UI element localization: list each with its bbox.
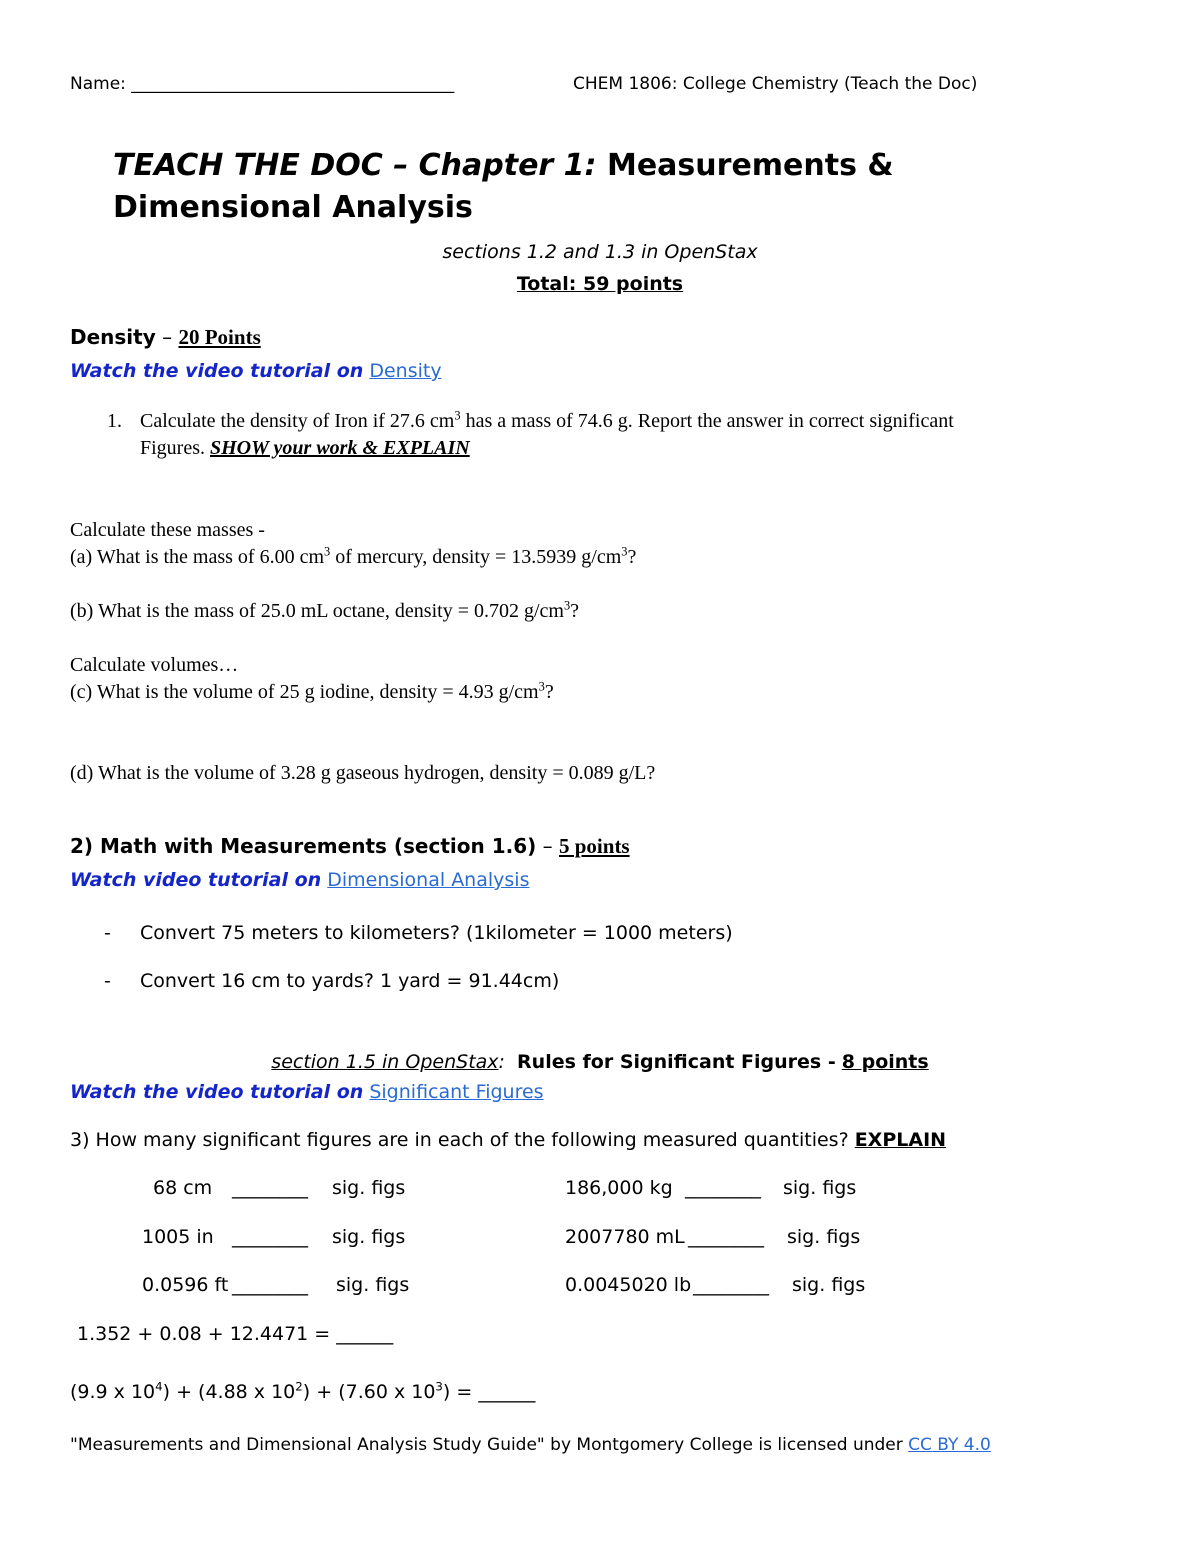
sci-p1: (9.9 x 10 bbox=[70, 1381, 156, 1403]
sigfigs-heading bbox=[0, 1051, 1200, 1073]
qa-s1: 3 bbox=[324, 544, 331, 559]
q3-text: 3) How many significant figures are in each of the following measured quantities? bbox=[70, 1129, 849, 1151]
quantity-right: 0.0045020 lb bbox=[565, 1274, 692, 1296]
convert-item-2: Convert 16 cm to yards? 1 yard = 91.44cm) bbox=[140, 970, 560, 992]
quantity-right: 186,000 kg bbox=[565, 1177, 673, 1199]
sigfigs-watch bbox=[70, 1081, 544, 1103]
subtitle: sections 1.2 and 1.3 in OpenStax bbox=[442, 241, 758, 263]
sigfigs-label: sig. figs bbox=[332, 1226, 406, 1248]
question-d: (d) What is the volume of 3.28 g gaseous hydrogen, density = 0.089 g/L? bbox=[70, 762, 656, 784]
sigfigs-label: sig. figs bbox=[783, 1177, 857, 1199]
q1-sup: 3 bbox=[454, 408, 461, 423]
name-field bbox=[70, 74, 454, 94]
convert-item-1: Convert 75 meters to kilometers? (1kilometer = 1000 meters) bbox=[140, 922, 733, 944]
math-points: 5 points bbox=[559, 834, 630, 858]
question-a bbox=[70, 546, 636, 569]
math-heading bbox=[70, 834, 630, 859]
sci-p3: ) + (7.60 x 10 bbox=[302, 1381, 436, 1403]
sigfigs-label: sig. figs bbox=[332, 1177, 406, 1199]
sigfigs-colon: : bbox=[498, 1051, 505, 1073]
answer-blank: ________ bbox=[232, 1177, 308, 1199]
bullet-2: - bbox=[104, 970, 111, 992]
qa-t1: (a) What is the mass of 6.00 cm bbox=[70, 546, 325, 568]
qb-t2: ? bbox=[570, 600, 580, 622]
question-b bbox=[70, 600, 579, 623]
q1-figures: Figures. bbox=[140, 437, 205, 459]
masses-intro: Calculate these masses - bbox=[70, 519, 265, 541]
qc-t2: ? bbox=[544, 681, 554, 703]
answer-blank: ________ bbox=[232, 1226, 308, 1248]
quantity-left: 68 cm bbox=[153, 1177, 213, 1199]
q1-line2 bbox=[140, 437, 470, 460]
sigfigs-watch-text: Watch the video tutorial on bbox=[70, 1081, 364, 1103]
sigfigs-label: sig. figs bbox=[336, 1274, 410, 1296]
sum-expression: 1.352 + 0.08 + 12.4471 = ______ bbox=[77, 1323, 394, 1345]
q1-text-b: has a mass of 74.6 g. Report the answer in correct significant bbox=[460, 410, 954, 432]
sigfigs-points: 8 points bbox=[841, 1051, 929, 1073]
license-link[interactable]: CC BY 4.0 bbox=[908, 1435, 991, 1455]
q1-number: 1. bbox=[107, 410, 122, 432]
quantity-right: 2007780 mL bbox=[565, 1226, 685, 1248]
sci-s3: 3 bbox=[435, 1379, 443, 1394]
sci-notation-expression bbox=[70, 1381, 535, 1403]
answer-blank: ________ bbox=[693, 1274, 769, 1296]
sigfigs-heading-label: Rules for Significant Figures - bbox=[517, 1051, 836, 1073]
page-title bbox=[113, 145, 894, 229]
quantity-left: 1005 in bbox=[142, 1226, 214, 1248]
answer-blank: ________ bbox=[232, 1274, 308, 1296]
course-title: CHEM 1806: College Chemistry (Teach the Doc) bbox=[573, 74, 978, 94]
density-link[interactable]: Density bbox=[369, 360, 442, 382]
title-bold: Measurements & bbox=[606, 148, 894, 183]
math-watch-text: Watch video tutorial on bbox=[70, 869, 322, 891]
q1-emphasis: SHOW your work & EXPLAIN bbox=[210, 437, 470, 459]
q1-text-a: Calculate the density of Iron if 27.6 cm bbox=[140, 410, 455, 432]
q3-emphasis: EXPLAIN bbox=[854, 1129, 947, 1151]
title-line2: Dimensional Analysis bbox=[113, 190, 473, 225]
math-sep: – bbox=[536, 834, 559, 858]
sci-s1: 4 bbox=[155, 1379, 163, 1394]
sigfigs-label: sig. figs bbox=[792, 1274, 866, 1296]
q1-line1 bbox=[140, 410, 954, 433]
qb-t1: (b) What is the mass of 25.0 mL octane, density = 0.702 g/cm bbox=[70, 600, 564, 622]
name-blank: ______________________________________ bbox=[131, 74, 455, 94]
license-footer bbox=[70, 1435, 991, 1455]
quantity-left: 0.0596 ft bbox=[142, 1274, 229, 1296]
qc-s: 3 bbox=[538, 679, 545, 694]
qc-t1: (c) What is the volume of 25 g iodine, density = 4.93 g/cm bbox=[70, 681, 539, 703]
bullet-1: - bbox=[104, 922, 111, 944]
license-text: "Measurements and Dimensional Analysis Study Guide" by Montgomery College is licensed under bbox=[70, 1435, 903, 1455]
qb-s: 3 bbox=[563, 598, 571, 613]
math-watch bbox=[70, 869, 529, 891]
question-3 bbox=[70, 1129, 946, 1151]
qa-s2: 3 bbox=[621, 544, 628, 559]
sigfigs-link[interactable]: Significant Figures bbox=[369, 1081, 544, 1103]
title-italic: TEACH THE DOC – Chapter 1: bbox=[113, 148, 597, 183]
sigfigs-label: sig. figs bbox=[787, 1226, 861, 1248]
density-watch bbox=[70, 360, 442, 382]
density-heading bbox=[70, 325, 261, 350]
sci-p4: ) = ______ bbox=[442, 1381, 536, 1403]
sci-s2: 2 bbox=[295, 1379, 303, 1394]
math-link[interactable]: Dimensional Analysis bbox=[327, 869, 530, 891]
question-c bbox=[70, 681, 554, 704]
qa-t2: of mercury, density = 13.5939 g/cm bbox=[330, 546, 622, 568]
name-label: Name: bbox=[70, 74, 126, 94]
volumes-intro: Calculate volumes… bbox=[70, 654, 239, 676]
density-sep: – bbox=[155, 325, 179, 349]
answer-blank: ________ bbox=[685, 1177, 761, 1199]
qa-t3: ? bbox=[627, 546, 637, 568]
sigfigs-section-ref: section 1.5 in OpenStax bbox=[271, 1051, 499, 1073]
answer-blank: ________ bbox=[688, 1226, 764, 1248]
density-points: 20 Points bbox=[178, 325, 261, 349]
density-heading-label: Density bbox=[70, 325, 156, 349]
density-watch-text: Watch the video tutorial on bbox=[70, 360, 364, 382]
sci-p2: ) + (4.88 x 10 bbox=[162, 1381, 296, 1403]
math-heading-label: 2) Math with Measurements (section 1.6) bbox=[70, 834, 537, 858]
total-points: Total: 59 points bbox=[516, 273, 684, 295]
